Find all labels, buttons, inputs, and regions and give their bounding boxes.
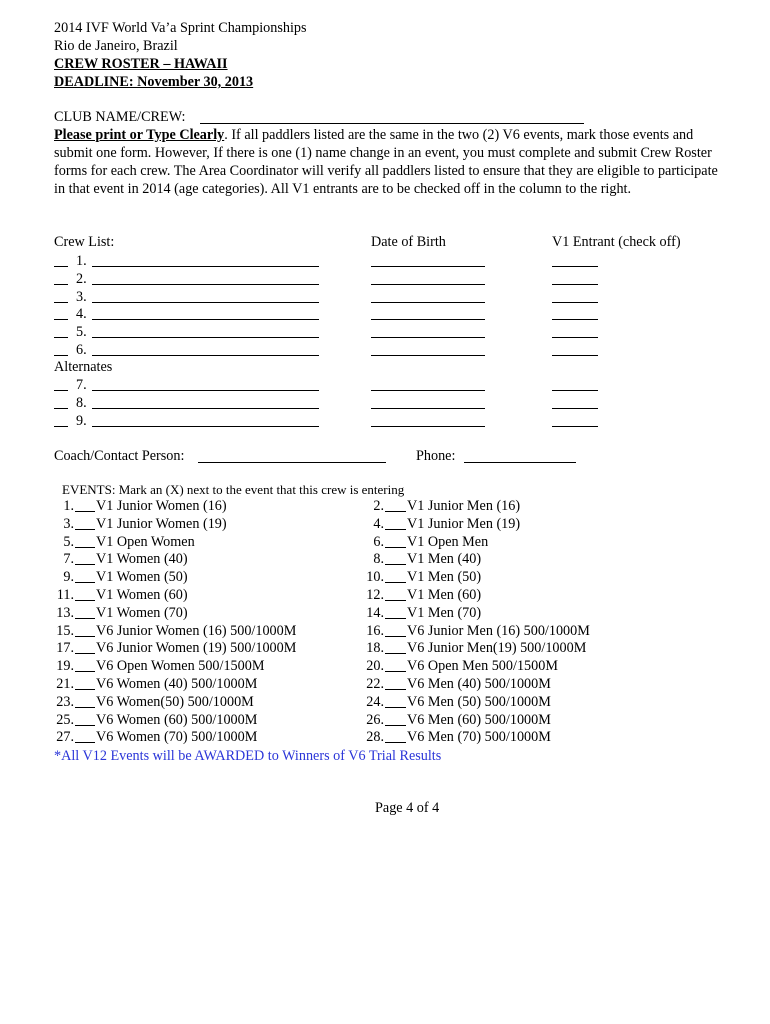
event-number: 16. bbox=[366, 622, 384, 639]
event-name: V1 Women (40) bbox=[96, 551, 188, 568]
event-number: 17. bbox=[56, 640, 74, 657]
event-mark-field[interactable] bbox=[75, 618, 95, 619]
crew-dob-field[interactable] bbox=[371, 337, 485, 338]
event-mark-field[interactable] bbox=[385, 582, 406, 583]
event-name: V1 Junior Women (19) bbox=[96, 515, 227, 532]
crew-dob-field[interactable] bbox=[371, 355, 485, 356]
alternates-label: Alternates bbox=[54, 359, 113, 375]
event-mark-field[interactable] bbox=[75, 689, 95, 690]
crew-mark-field[interactable] bbox=[54, 284, 68, 285]
event-mark-field[interactable] bbox=[385, 707, 406, 708]
event-number: 2. bbox=[373, 498, 384, 514]
event-name: V6 Women (40) 500/1000M bbox=[96, 676, 258, 692]
event-mark-field[interactable] bbox=[385, 636, 406, 637]
event-name: V1 Open Men bbox=[407, 533, 489, 550]
coach-label: Coach/Contact Person: bbox=[54, 448, 185, 464]
crew-mark-field[interactable] bbox=[54, 319, 68, 320]
event-name: V1 Women (70) bbox=[96, 604, 188, 621]
event-number: 13. bbox=[56, 604, 74, 621]
event-mark-field[interactable] bbox=[75, 511, 95, 512]
event-number: 12. bbox=[366, 587, 384, 603]
event-number: 25. bbox=[56, 711, 74, 728]
crew-number: 2. bbox=[76, 270, 87, 287]
crew-mark-field[interactable] bbox=[54, 355, 68, 356]
event-name: V6 Junior Women (16) 500/1000M bbox=[96, 622, 297, 639]
instructions bbox=[54, 126, 724, 198]
event-name: V6 Junior Men(19) 500/1000M bbox=[407, 640, 587, 657]
crew-mark-field[interactable] bbox=[54, 337, 68, 338]
event-number: 14. bbox=[366, 604, 384, 621]
alternate-name-field[interactable] bbox=[92, 390, 319, 391]
event-number: 4. bbox=[373, 515, 384, 532]
event-number: 6. bbox=[373, 533, 384, 550]
alternate-dob-field[interactable] bbox=[371, 390, 485, 391]
crew-v1-check-field[interactable] bbox=[552, 302, 598, 303]
alternate-name-field[interactable] bbox=[92, 408, 319, 409]
crew-name-field[interactable] bbox=[92, 284, 319, 285]
alternate-mark-field[interactable] bbox=[54, 426, 68, 427]
event-number: 7. bbox=[63, 551, 74, 568]
crew-v1-check-field[interactable] bbox=[552, 337, 598, 338]
alternate-number: 8. bbox=[76, 394, 87, 411]
event-number: 18. bbox=[366, 640, 384, 657]
event-mark-field[interactable] bbox=[75, 707, 95, 708]
event-mark-field[interactable] bbox=[385, 547, 406, 548]
event-mark-field[interactable] bbox=[75, 742, 95, 743]
instructions-emphasis: Please print or Type Clearly bbox=[54, 127, 225, 143]
doc-title: 2014 IVF World Va’a Sprint Championships bbox=[54, 20, 307, 36]
crew-name-field[interactable] bbox=[92, 337, 319, 338]
crew-dob-field[interactable] bbox=[371, 302, 485, 303]
event-name: V1 Junior Men (16) bbox=[407, 498, 521, 514]
crew-mark-field[interactable] bbox=[54, 302, 68, 303]
event-number: 23. bbox=[56, 693, 74, 710]
event-mark-field[interactable] bbox=[385, 618, 406, 619]
event-number: 21. bbox=[56, 676, 74, 692]
event-mark-field[interactable] bbox=[75, 547, 95, 548]
event-mark-field[interactable] bbox=[75, 636, 95, 637]
alternate-mark-field[interactable] bbox=[54, 408, 68, 409]
event-mark-field[interactable] bbox=[385, 600, 406, 601]
event-number: 26. bbox=[366, 711, 384, 728]
crew-name-field[interactable] bbox=[92, 319, 319, 320]
event-name: V1 Men (60) bbox=[407, 587, 482, 603]
crew-v1-check-field[interactable] bbox=[552, 355, 598, 356]
event-number: 3. bbox=[63, 515, 74, 532]
event-name: V1 Junior Women (16) bbox=[96, 498, 227, 514]
crew-v1-check-field[interactable] bbox=[552, 319, 598, 320]
event-number: 9. bbox=[63, 569, 74, 586]
coach-field[interactable] bbox=[198, 462, 386, 463]
club-name-label: CLUB NAME/CREW: bbox=[54, 109, 186, 125]
event-name: V1 Women (60) bbox=[96, 587, 188, 603]
crew-name-field[interactable] bbox=[92, 355, 319, 356]
event-mark-field[interactable] bbox=[385, 689, 406, 690]
event-mark-field[interactable] bbox=[75, 671, 95, 672]
event-number: 10. bbox=[366, 569, 384, 586]
event-name: V1 Women (50) bbox=[96, 569, 188, 586]
event-number: 22. bbox=[366, 676, 384, 692]
event-name: V6 Junior Women (19) 500/1000M bbox=[96, 640, 297, 657]
event-mark-field[interactable] bbox=[385, 671, 406, 672]
crew-name-field[interactable] bbox=[92, 302, 319, 303]
alternate-v1-check-field[interactable] bbox=[552, 408, 598, 409]
alternate-dob-field[interactable] bbox=[371, 408, 485, 409]
doc-location: Rio de Janeiro, Brazil bbox=[54, 38, 178, 54]
phone-label: Phone: bbox=[416, 448, 456, 464]
event-number: 11. bbox=[56, 587, 74, 603]
event-name: V1 Junior Men (19) bbox=[407, 515, 521, 532]
event-number: 24. bbox=[366, 693, 384, 710]
alternate-name-field[interactable] bbox=[92, 426, 319, 427]
event-number: 1. bbox=[63, 498, 74, 514]
event-number: 8. bbox=[373, 551, 384, 568]
doc-deadline: DEADLINE: November 30, 2013 bbox=[54, 74, 254, 90]
event-number: 15. bbox=[56, 622, 74, 639]
event-name: V1 Open Women bbox=[96, 533, 195, 550]
event-mark-field[interactable] bbox=[385, 529, 406, 530]
event-mark-field[interactable] bbox=[385, 653, 406, 654]
dob-header: Date of Birth bbox=[371, 234, 446, 250]
event-mark-field[interactable] bbox=[385, 725, 406, 726]
alternate-number: 7. bbox=[76, 377, 87, 393]
crew-number: 6. bbox=[76, 342, 87, 358]
event-mark-field[interactable] bbox=[75, 725, 95, 726]
v12-note: *All V12 Events will be AWARDED to Winners of V6 Trial Results bbox=[54, 748, 442, 764]
event-mark-field[interactable] bbox=[385, 564, 406, 565]
crew-number: 1. bbox=[76, 253, 87, 269]
crew-dob-field[interactable] bbox=[371, 266, 485, 267]
event-mark-field[interactable] bbox=[385, 742, 406, 743]
event-name: V6 Men (40) 500/1000M bbox=[407, 676, 551, 692]
event-name: V6 Women (70) 500/1000M bbox=[96, 729, 258, 746]
event-name: V1 Men (50) bbox=[407, 569, 482, 586]
alternate-dob-field[interactable] bbox=[371, 426, 485, 427]
crew-list-header: Crew List: bbox=[54, 234, 115, 250]
crew-mark-field[interactable] bbox=[54, 266, 68, 267]
event-name: V6 Women(50) 500/1000M bbox=[96, 693, 254, 710]
event-number: 27. bbox=[56, 729, 74, 746]
event-mark-field[interactable] bbox=[75, 653, 95, 654]
event-number: 19. bbox=[56, 658, 74, 675]
alternate-mark-field[interactable] bbox=[54, 390, 68, 391]
v1-entrant-header: V1 Entrant (check off) bbox=[552, 234, 681, 250]
event-mark-field[interactable] bbox=[75, 564, 95, 565]
crew-number: 3. bbox=[76, 288, 87, 305]
event-name: V6 Men (50) 500/1000M bbox=[407, 693, 551, 710]
crew-number: 4. bbox=[76, 306, 87, 323]
club-name-field[interactable] bbox=[200, 123, 584, 124]
doc-subtitle: CREW ROSTER – HAWAII bbox=[54, 56, 228, 72]
event-name: V1 Men (70) bbox=[407, 604, 482, 621]
crew-dob-field[interactable] bbox=[371, 319, 485, 320]
event-mark-field[interactable] bbox=[385, 511, 406, 512]
crew-dob-field[interactable] bbox=[371, 284, 485, 285]
event-name: V6 Men (70) 500/1000M bbox=[407, 729, 551, 746]
alternate-v1-check-field[interactable] bbox=[552, 390, 598, 391]
phone-field[interactable] bbox=[464, 462, 576, 463]
crew-number: 5. bbox=[76, 324, 87, 341]
alternate-v1-check-field[interactable] bbox=[552, 426, 598, 427]
alternate-number: 9. bbox=[76, 412, 87, 429]
event-name: V1 Men (40) bbox=[407, 551, 482, 568]
crew-v1-check-field[interactable] bbox=[552, 266, 598, 267]
crew-name-field[interactable] bbox=[92, 266, 319, 267]
event-number: 20. bbox=[366, 658, 384, 675]
event-name: V6 Men (60) 500/1000M bbox=[407, 711, 551, 728]
page-number: Page 4 of 4 bbox=[375, 800, 440, 816]
event-mark-field[interactable] bbox=[75, 600, 95, 601]
events-header: EVENTS: Mark an (X) next to the event that this crew is entering bbox=[62, 482, 405, 497]
event-name: V6 Junior Men (16) 500/1000M bbox=[407, 622, 590, 639]
crew-v1-check-field[interactable] bbox=[552, 284, 598, 285]
event-name: V6 Women (60) 500/1000M bbox=[96, 711, 258, 728]
event-mark-field[interactable] bbox=[75, 582, 95, 583]
instructions-text: . If all paddlers listed are the same in the two (2) V6 events, mark those events and submit one form. However, If there is one (1) name change in an event, you must complete and submit Crew Roster forms for each crew. The Area Coordinator will verify all paddlers listed to ensure that they are eligible to participate in that event in 2014 (age categories). All V1 entrants are to be checked off in the column to the right. bbox=[54, 127, 718, 197]
event-name: V6 Open Women 500/1500M bbox=[96, 658, 265, 675]
event-number: 28. bbox=[366, 729, 384, 746]
event-number: 5. bbox=[63, 533, 74, 550]
event-mark-field[interactable] bbox=[75, 529, 95, 530]
event-name: V6 Open Men 500/1500M bbox=[407, 658, 558, 675]
